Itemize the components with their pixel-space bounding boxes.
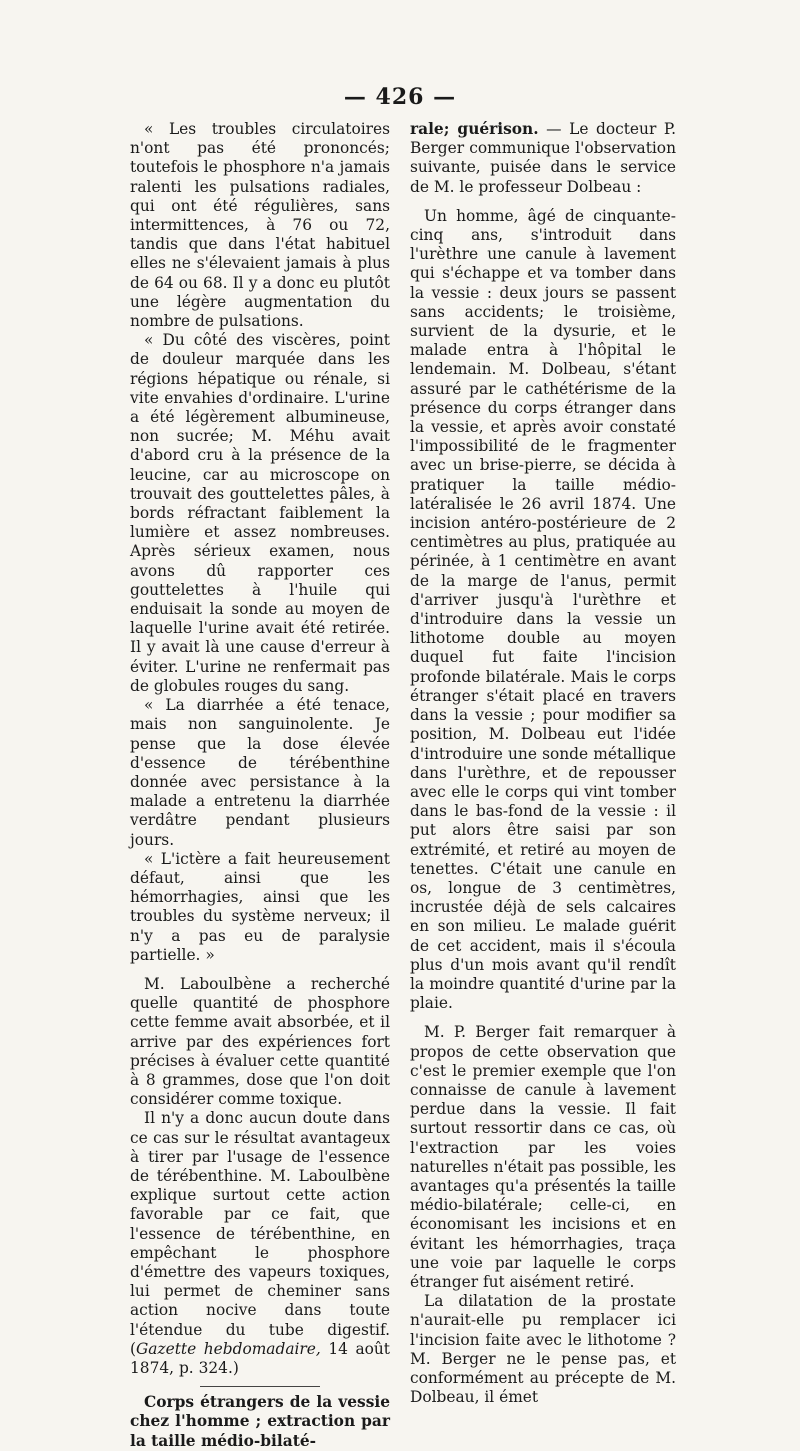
page-number: — 426 — bbox=[343, 84, 457, 110]
section-heading-continued: rale; guérison. bbox=[410, 120, 539, 138]
paragraph-text: Il n'y a donc aucun doute dans ce cas sur le résultat avantageux à tirer par l'usage de l'essence de térébenthine. M. Laboulbène explique surtout cette action favorable par ce fait, que l'essence de térébenthine, en empêchant le phosphore d'émettre des vapeurs toxiques, lui permet de cheminer sans action nocive dans toute l'étendue du tube digestif. bbox=[130, 1109, 390, 1339]
paragraph: « Du côté des viscères, point de douleur marquée dans les régions hépatique ou rénale, si vite envahies d'ordinaire. L'urine a été légèrement albumineuse, non sucrée; M. Méhu avait d'abord cru à la présence de la leucine, car au microscope on trouvait des gouttelettes pâles, à bords réfractant faiblement la lumière et assez nombreuses. Après sérieux examen, nous avons dû rapporter ces gouttelettes à l'huile qui enduisait la sonde au moyen de laquelle l'urine avait été retirée. Il y avait là une cause d'erreur à éviter. L'urine ne renfermait pas de globules rouges du sang. bbox=[130, 331, 390, 695]
paragraph: Il n'y a donc aucun doute dans ce cas sur le résultat avantageux à tirer par l'usage de l'essence de térébenthine. M. Laboulbène explique surtout cette action favorable par ce fait, que l'essence de térébenthine, en empêchant le phosphore d'émettre des vapeurs toxiques, lui permet de cheminer sans action nocive dans toute l'étendue du tube digestif. (Gazette hebdomadaire, 14 août 1874, p. 324.) bbox=[130, 1109, 390, 1377]
paragraph: La dilatation de la prostate n'aurait-elle pu remplacer ici l'incision faite avec le lithotome ? M. Berger ne le pense pas, et conformément au précepte de M. Dolbeau, il émet bbox=[410, 1292, 676, 1407]
paragraph-text: — Le docteur P. Berger communique l'observation suivante, puisée dans le service de M. le professeur Dolbeau : bbox=[410, 120, 676, 196]
paragraph: M. Laboulbène a recherché quelle quantité de phosphore cette femme avait absorbée, et il arrive par des expériences fort précises à évaluer cette quantité à 8 grammes, dose que l'on doit considérer comme toxique. bbox=[130, 974, 390, 1109]
paragraph bbox=[410, 120, 676, 197]
section-heading: Corps étrangers de la vessie chez l'homme ; extraction par la taille médio-bilaté- bbox=[130, 1393, 390, 1450]
section-separator bbox=[200, 1386, 320, 1387]
left-column bbox=[130, 120, 390, 1451]
paragraph: Un homme, âgé de cinquante-cinq ans, s'introduit dans l'urèthre une canule à lavement qui s'échappe et va tomber dans la vessie : deux jours se passent sans accidents; le troisième, survient de la dysurie, et le malade entra à l'hôpital le lendemain. M. Dolbeau, s'étant assuré par le cathétérisme de la présence du corps étranger dans la vessie, et après avoir constaté l'impossibilité de le fragmenter avec un brise-pierre, se décida à pratiquer la taille médio-latéralisée le 26 avril 1874. Une incision antéro-postérieure de 2 centimètres au plus, pratiquée au périnée, à 1 centimètre en avant de la marge de l'anus, permit d'arriver jusqu'à l'urèthre et d'introduire dans la vessie un lithotome double au moyen duquel fut faite l'incision profonde bilatérale. Mais le corps étranger s'était placé en travers dans la vessie ; pour modifier sa position, M. Dolbeau eut l'idée d'introduire une sonde métallique dans l'urèthre, et de repousser avec elle le corps qui vint tomber dans le bas-fond de la vessie : il put alors être saisi par son extrémité, et retiré au moyen de tenettes. C'était une canule en os, longue de 3 centimètres, incrustée déjà de sels calcaires en son milieu. Le malade guérit de cet accident, mais il s'écoula plus d'un mois avant qu'il rendît la moindre quantité d'urine par la plaie. bbox=[410, 206, 676, 1013]
paragraph: « L'ictère a fait heureusement défaut, ainsi que les hémorrhagies, ainsi que les troubles du système nerveux; il n'y a pas eu de paralysie partielle. » bbox=[130, 849, 390, 964]
paragraph: « Les troubles circulatoires n'ont pas été prononcés; toutefois le phosphore n'a jamais ralenti les pulsations radiales, qui ont été régulières, sans intermittences, à 76 ou 72, tandis que dans l'état habituel elles ne s'élevaient jamais à plus de 64 ou 68. Il y a donc eu plutôt une légère augmentation du nombre de pulsations. bbox=[130, 120, 390, 331]
right-column bbox=[410, 120, 676, 1407]
paragraph: « La diarrhée a été tenace, mais non sanguinolente. Je pense que la dose élevée d'essence de térébenthine donnée avec persistance à la malade a entretenu la diarrhée verdâtre pendant plusieurs jours. bbox=[130, 696, 390, 849]
citation-detail: 14 août 1874, p. 324.) bbox=[130, 1339, 390, 1377]
paragraph: M. P. Berger fait remarquer à propos de cette observation que c'est le premier exemple que l'on connaisse de canule à lavement perdue dans la vessie. Il fait surtout ressortir dans ce cas, où l'extraction par les voies naturelles n'était pas possible, les avantages qu'a présentés la taille médio-bilatérale; celle-ci, en économisant les incisions et en évitant les hémorrhagies, traça une voie par laquelle le corps étranger fut aisément retiré. bbox=[410, 1023, 676, 1291]
citation-source: Gazette hebdomadaire, bbox=[136, 1339, 321, 1358]
